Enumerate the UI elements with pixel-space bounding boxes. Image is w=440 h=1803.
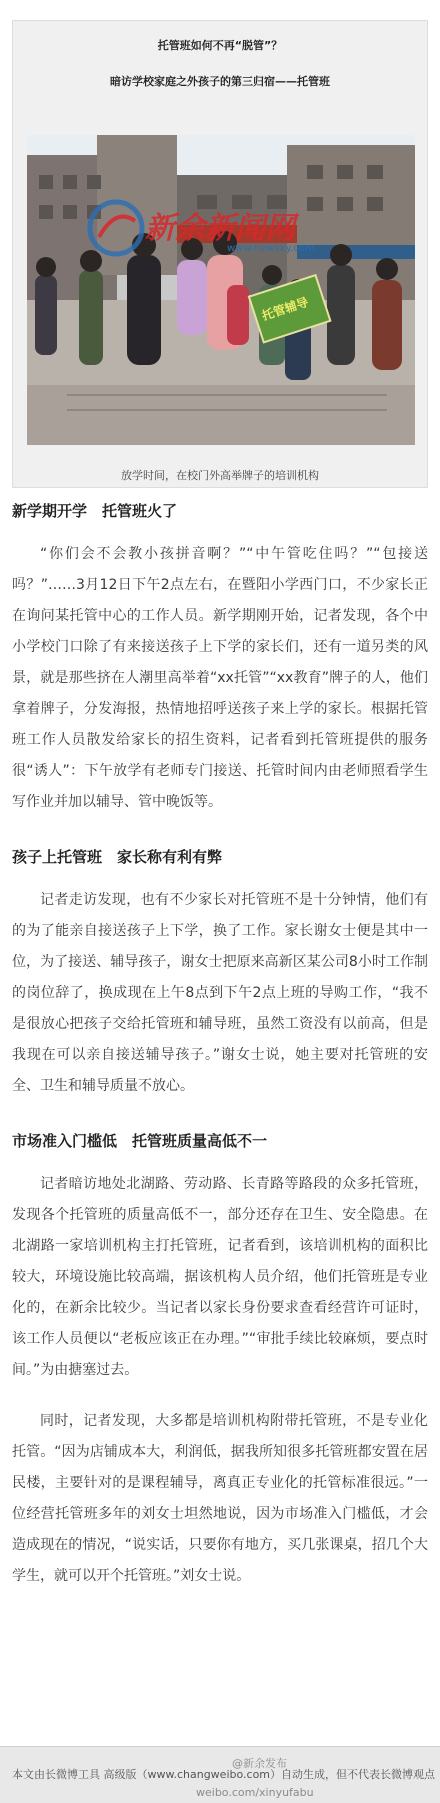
section-heading: 孩子上托管班 家长称有利有弊	[12, 848, 223, 866]
image-frame	[12, 20, 428, 488]
logo-swirl-icon	[85, 197, 147, 259]
frame-title: 托管班如何不再“脱管”？	[157, 39, 283, 52]
paragraph: 记者走访发现，也有不少家长对托管班不是十分钟情，他们有的为了能亲自接送孩子上下学，换了工作。家长谢女士便是其中一位，为了接送、辅导孩子，谢女士把原来高新区某公司8小时工作制的岗位辞了，换成现在上午8点到下午2点上班的导购工作，“我不是很放心把孩子交给托管班和辅导班，虽然工资没有以前高，但是我现在可以亲自接送辅导孩子。”谢女士说，她主要对托管班的安全、卫生和辅导质量不放心。	[12, 892, 428, 1094]
sign-text: 托管辅导	[260, 294, 311, 324]
paragraph: 记者暗访地处北湖路、劳动路、长青路等路段的众多托管班，发现各个托管班的质量高低不一，部分还存在卫生、安全隐患。在北湖路一家培训机构主打托管班，记者看到，该培训机构的面积比较大，环境设施比较高端，据该机构人员介绍，他们托管班是专业化的，在新余比较少。当记者以家长身份要求查看经营许可证时，该工作人员便以“老板应该正在办理。”“审批手续比较麻烦，要点时间。”为由搪塞过去。	[12, 1176, 428, 1378]
footer-generator-note: 本文由长微博工具 高级版（www.changweibo.com）自动生成，但不代表长微博观点	[12, 1768, 436, 1781]
paragraph: 同时，记者发现，大多都是培训机构附带托管班，不是专业化托管。“因为店铺成本大，利润低，据我所知很多托管班都安置在居民楼，主要针对的是课程辅导，离真正专业化的托管标准很远。”一位经营托管班多年的刘女士坦然地说，因为市场准入门槛低，才会造成现在的情况，“说实话，只要你有地方，买几张课桌，招几个大学生，就可以开个托管班。”刘女士说。	[12, 1413, 428, 1584]
watermark-url: www.newsxy.com	[227, 243, 315, 254]
frame-subtitle: 暗访学校家庭之外孩子的第三归宿——托管班	[110, 75, 330, 88]
watermark-logo: 新余新闻网	[145, 211, 295, 246]
weibo-watermark-url: weibo.com/xinyufabu	[196, 1786, 314, 1799]
section-heading: 新学期开学 托管班火了	[12, 502, 178, 520]
article-body	[12, 500, 428, 1592]
section-heading: 市场准入门槛低 托管班质量高低不一	[12, 1132, 268, 1150]
photo-caption: 放学时间，在校门外高举牌子的培训机构	[121, 469, 319, 482]
news-photo	[27, 135, 415, 445]
weibo-watermark: @新余发布	[232, 1757, 287, 1770]
street-scene-illustration	[27, 135, 415, 445]
paragraph: “你们会不会教小孩拼音啊？”“中午管吃住吗？”“包接送吗？”……3月12日下午2点左右，在暨阳小学西门口，不少家长正在询问某托管中心的工作人员。新学期刚开始，记者发现，各个中小学校门口除了有来接送孩子上下学的家长们，还有一道另类的风景，就是那些挤在人潮里高举着“xx托管”“xx教育”牌子的人，他们拿着牌子，分发海报，热情地招呼送孩子来上学的家长。根据托管班工作人员散发给家长的招生资料，记者看到托管班提供的服务很“诱人”：下午放学有老师专门接送、托管时间内由老师照看学生写作业并加以辅导、管中晚饭等。	[12, 546, 428, 810]
